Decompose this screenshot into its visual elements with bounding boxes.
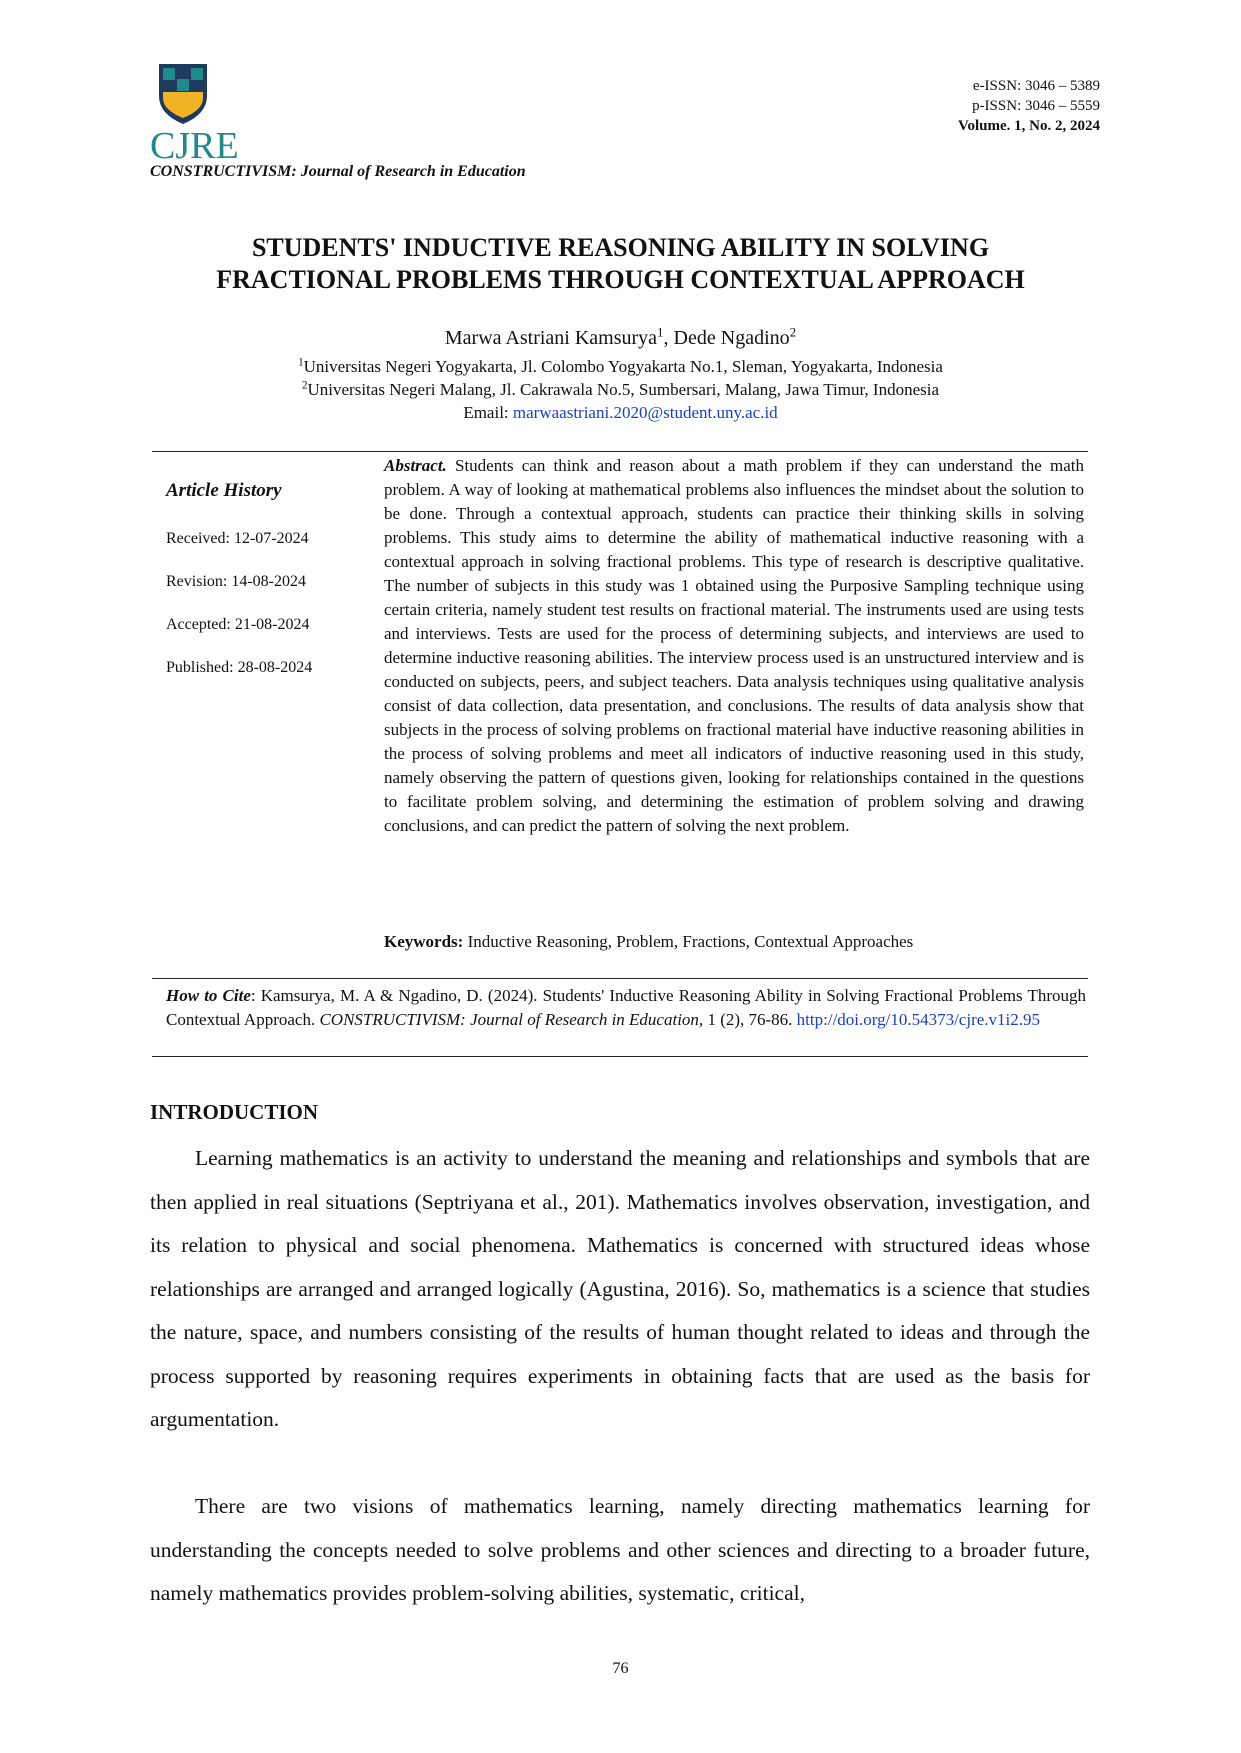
title-line-2: FRACTIONAL PROBLEMS THROUGH CONTEXTUAL APPROACH: [216, 265, 1025, 294]
author-2-affiliation-mark: 2: [789, 324, 797, 340]
author-1: Marwa Astriani Kamsurya: [444, 327, 658, 349]
email-line: [120, 401, 1121, 424]
abstract-text: Students can think and reason about a math problem if they can understand the math problem. A way of looking at mathematical problems also influences the mindset about the solution to be done. Through a contextual approach, students can practice their thinking skills in solving problems. This study aims to determine the ability of mathematical inductive reasoning with a contextual approach in solving fractional problems. This type of research is descriptive qualitative. The number of subjects in this study was 1 obtained using the Purposive Sampling technique using certain criteria, namely student test results on fractional material. The instruments used are using tests and interviews. Tests are used for the process of determining subjects, and interviews are used to determine inductive reasoning abilities. The interview process used is an unstructured interview and is conducted on subjects, peers, and subject teachers. Data analysis techniques using qualitative analysis consist of data collection, data presentation, and conclusions. The results of data analysis show that subjects in the process of solving problems on fractional material have inductive reasoning abilities in the process of solving problems and meet all indicators of inductive reasoning used in this study, namely observing the pattern of questions given, looking for relationships contained in the questions to facilitate problem solving, and determining the estimation of problem solving and drawing conclusions, and can predict the pattern of solving the next problem.: [384, 456, 1085, 835]
abstract-label: Abstract.: [384, 456, 447, 475]
how-to-cite: [166, 984, 1086, 1032]
author-separator: ,: [663, 327, 674, 349]
author-2: Dede Ngadino: [673, 327, 790, 349]
affiliation-1-mark: 1: [298, 356, 304, 369]
affiliation-1-text: Universitas Negeri Yogyakarta, Jl. Colombo Yogyakarta No.1, Sleman, Yogyakarta, Indonesia: [303, 357, 943, 376]
published-date: Published: 28-08-2024: [166, 659, 313, 676]
article-history: [166, 480, 356, 700]
affiliation-2: [120, 378, 1121, 401]
doi-link[interactable]: http://doi.org/10.54373/cjre.v1i2.95: [796, 1010, 1041, 1029]
body-paragraph: There are two visions of mathematics learning, namely directing mathematics learning for understanding the concepts needed to solve problems and other sciences and directing to a broader future, namely mathematics provides problem-solving abilities, systematic, critical,: [150, 1494, 1090, 1605]
p-issn: p-ISSN: 3046 – 5559: [972, 98, 1100, 114]
page-number: 76: [612, 1660, 629, 1677]
keywords-text: Inductive Reasoning, Problem, Fractions, Contextual Approaches: [467, 932, 914, 951]
keywords-label: Keywords:: [384, 932, 464, 951]
revision-date: Revision: 14-08-2024: [166, 573, 306, 590]
abstract: [384, 454, 1084, 838]
received-date: Received: 12-07-2024: [166, 530, 309, 547]
accepted-date: Accepted: 21-08-2024: [166, 616, 310, 633]
cite-journal: CONSTRUCTIVISM: Journal of Research in Education,: [319, 1010, 704, 1029]
volume-info: Volume. 1, No. 2, 2024: [958, 118, 1100, 134]
citation-bottom-rule: [152, 1056, 1088, 1057]
affiliation-2-text: Universitas Negeri Malang, Jl. Cakrawala No.5, Sumbersari, Malang, Jawa Timur, Indonesia: [307, 380, 940, 399]
email-label: Email:: [463, 403, 513, 422]
section-heading-introduction: INTRODUCTION: [150, 1100, 319, 1124]
cite-label: How to Cite: [166, 986, 251, 1005]
affiliations: [120, 355, 1121, 424]
abstract-top-rule: [152, 451, 1088, 452]
body-paragraph: Learning mathematics is an activity to understand the meaning and relationships and symbols that are then applied in real situations (Septriyana et al., 201). Mathematics involves observation, investigation, and its relation to physical and social phenomena. Mathematics is concerned with structured ideas whose relationships are arranged and arranged logically (Agustina, 2016). So, mathematics is a science that studies the nature, space, and numbers consisting of the results of human thought related to ideas and through the process supported by reasoning requires experiments in obtaining facts that are used as the basis for argumentation.: [150, 1146, 1090, 1431]
issn-block: [958, 76, 1100, 136]
author-1-affiliation-mark: 1: [657, 324, 664, 340]
author-list: [120, 324, 1121, 350]
logo-shield-icon: [150, 62, 270, 162]
keywords: [384, 932, 1104, 952]
article-history-title: Article History: [166, 480, 282, 501]
affiliation-2-mark: 2: [301, 379, 308, 392]
journal-name: CONSTRUCTIVISM: Journal of Research in Education: [150, 163, 526, 180]
journal-logo: [150, 62, 270, 162]
logo-text: CJRE: [150, 125, 239, 162]
cite-pages: 1 (2), 76-86.: [703, 1010, 797, 1029]
title-line-1: STUDENTS' INDUCTIVE REASONING ABILITY IN SOLVING: [251, 233, 990, 262]
cite-text: : Kamsurya, M. A & Ngadino, D. (2024). Students' Inductive Reasoning Ability in Solving Fractional Problems Through Contextual Approach.: [166, 986, 1086, 1029]
e-issn: e-ISSN: 3046 – 5389: [972, 78, 1100, 94]
affiliation-1: [120, 355, 1121, 378]
email-link[interactable]: marwaastriani.2020@student.uny.ac.id: [512, 403, 778, 422]
paper-title: [120, 232, 1121, 296]
citation-top-rule: [152, 978, 1088, 979]
